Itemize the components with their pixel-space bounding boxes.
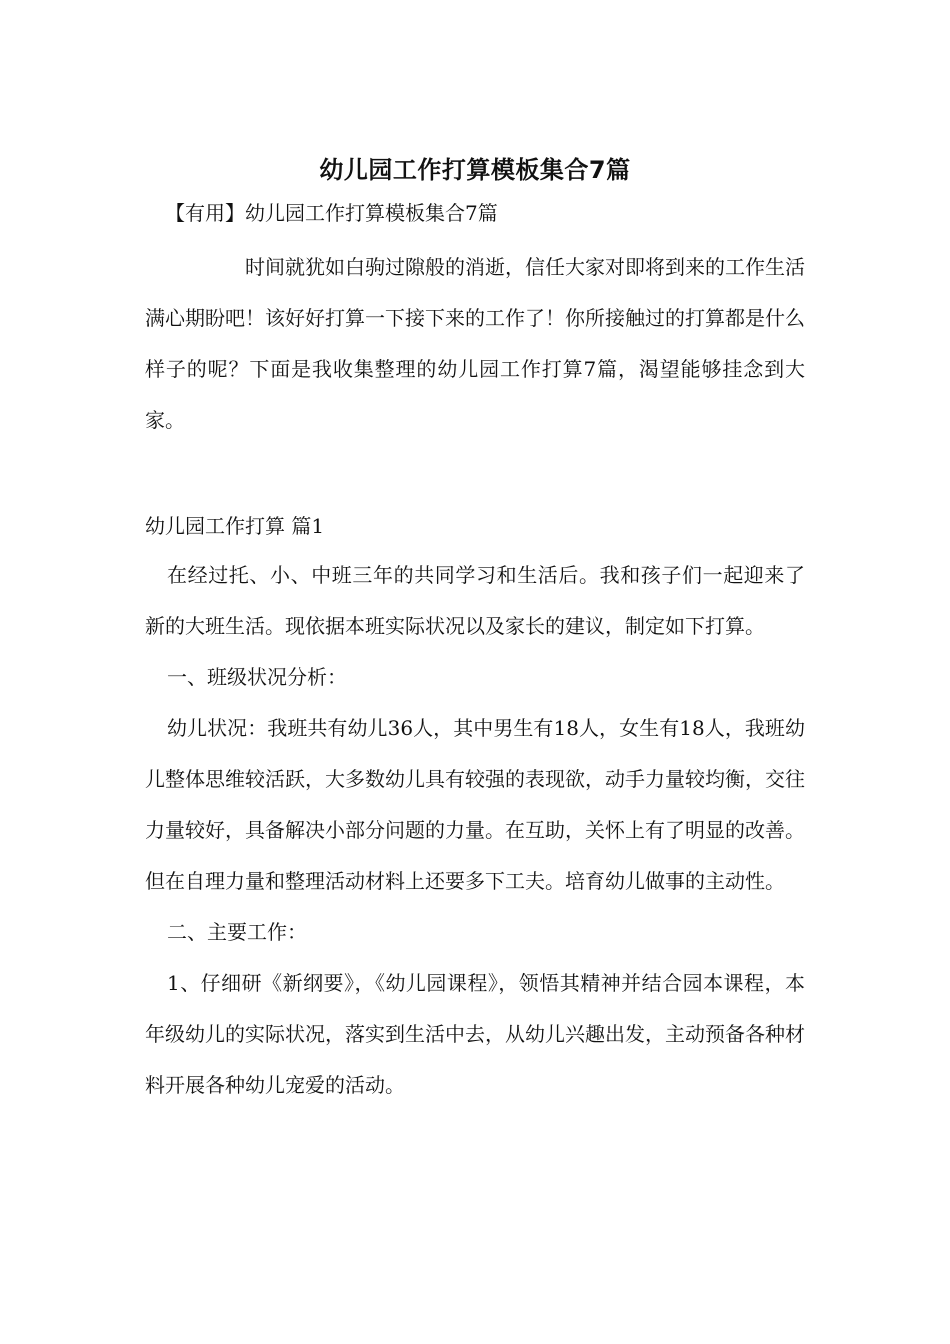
intro-paragraph: 时间就犹如白驹过隙般的消逝，信任大家对即将到来的工作生活满心期盼吧！该好好打算一下接下来的工作了！你所接触过的打算都是什么样子的呢？下面是我收集整理的幼儿园工作打算7篇，渴望能够挂念到大家。 — [145, 255, 805, 432]
body-paragraph-1: 在经过托、小、中班三年的共同学习和生活后。我和孩子们一起迎来了新的大班生活。现依据本班实际状况以及家长的建议，制定如下打算。 — [145, 563, 805, 638]
body-paragraph-children-status: 幼儿状况：我班共有幼儿36人，其中男生有18人，女生有18人，我班幼儿整体思维较活跃，大多数幼儿具有较强的表现欲，动手力量较均衡，交往力量较好，具备解决小部分问题的力量。在互助，关怀上有了明显的改善。但在自理力量和整理活动材料上还要多下工夫。培育幼儿做事的主动性。 — [145, 716, 805, 893]
document-title: 幼儿园工作打算模板集合7篇 — [319, 156, 631, 184]
body-paragraph-work-item-1: 1、仔细研《新纲要》，《幼儿园课程》，领悟其精神并结合园本课程，本年级幼儿的实际状况，落实到生活中去，从幼儿兴趣出发，主动预备各种材料开展各种幼儿宠爱的活动。 — [145, 971, 805, 1097]
body-heading-main-work: 二、主要工作： — [167, 920, 307, 944]
document-body — [145, 150, 805, 1111]
section-heading: 幼儿园工作打算 篇1 — [145, 514, 325, 538]
body-heading-class-analysis: 一、班级状况分析： — [167, 665, 347, 689]
document-subtitle: 【有用】幼儿园工作打算模板集合7篇 — [165, 201, 498, 225]
